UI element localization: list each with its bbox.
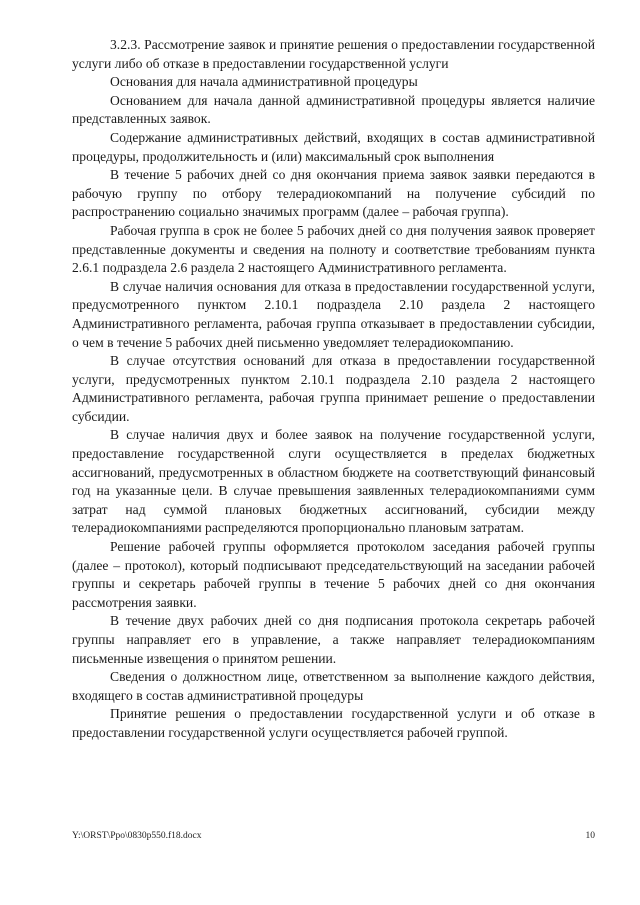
footer-file-path: Y:\ORST\Ppo\0830p550.f18.docx — [72, 831, 202, 841]
paragraph: Рабочая группа в срок не более 5 рабочих дней со дня получения заявок проверяет представленные документы и сведения на полноту и соответствие требованиям пункта 2.6.1 подраздела 2.6 раздела 2 настоящего Административного регламента. — [72, 222, 595, 276]
paragraph: Основанием для начала данной административной процедуры является наличие представленных заявок. — [72, 92, 595, 127]
document-body — [72, 36, 595, 743]
paragraph: Принятие решения о предоставлении государственной услуги и об отказе в предоставлении государственной услуги осуществляется рабочей группой. — [72, 706, 595, 740]
paragraph: Основания для начала административной процедуры — [110, 74, 418, 90]
paragraph: В течение двух рабочих дней со дня подписания протокола секретарь рабочей группы направляет его в управление, а также направляет телерадиокомпаниям письменные извещения о принятом решении. — [72, 613, 595, 666]
paragraph: Решение рабочей группы оформляется протоколом заседания рабочей группы (далее – протокол), который подписывают председательствующий на заседании рабочей группы и секретарь рабочей группы в течение 5 рабочих дней со дня окончания рассмотрения заявки. — [72, 539, 595, 610]
paragraph: В случае наличия основания для отказа в предоставлении государственной услуги, предусмотренного пунктом 2.10.1 подраздела 2.10 раздела 2 настоящего Административного регламента, рабочая группа отказывает в предоставлении субсидии, о чем в течение 5 рабочих дней письменно уведомляет телерадиокомпанию. — [72, 278, 595, 350]
paragraph: Сведения о должностном лице, ответственном за выполнение каждого действия, входящего в состав административной процедуры — [72, 669, 595, 703]
section-heading: 3.2.3. Рассмотрение заявок и принятие решения о предоставлении государственной услуги либо об отказе в предоставлении государственной услуги — [72, 37, 595, 71]
page-footer — [72, 829, 595, 843]
paragraph: В течение 5 рабочих дней со дня окончания приема заявок заявки передаются в рабочую группу по отбору телерадиокомпаний на получение субсидий по распространению социально значимых программ (далее – рабочая группа). — [72, 167, 595, 220]
paragraph: В случае наличия двух и более заявок на получение государственной услуги, предоставление государственной слуги осуществляется в пределах бюджетных ассигнований, предусмотренных в областном бюджете на соответствующий финансовый год на указанные цели. В случае превышения заявленных телерадиокомпаниями сумм затрат над суммой плановых бюджетных ассигнований, субсидии между телерадиокомпаниями распределяются пропорционально плановым затратам. — [72, 427, 595, 536]
page-number: 10 — [585, 831, 595, 841]
paragraph: Содержание административных действий, входящих в состав административной процедуры, продолжительность и (или) максимальный срок выполнения — [72, 129, 595, 164]
paragraph: В случае отсутствия оснований для отказа в предоставлении государственной услуги, предусмотренных пунктом 2.10.1 подраздела 2.10 раздела 2 настоящего Административного регламента, рабочая группа принимает решение о предоставлении субсидии. — [72, 353, 595, 424]
